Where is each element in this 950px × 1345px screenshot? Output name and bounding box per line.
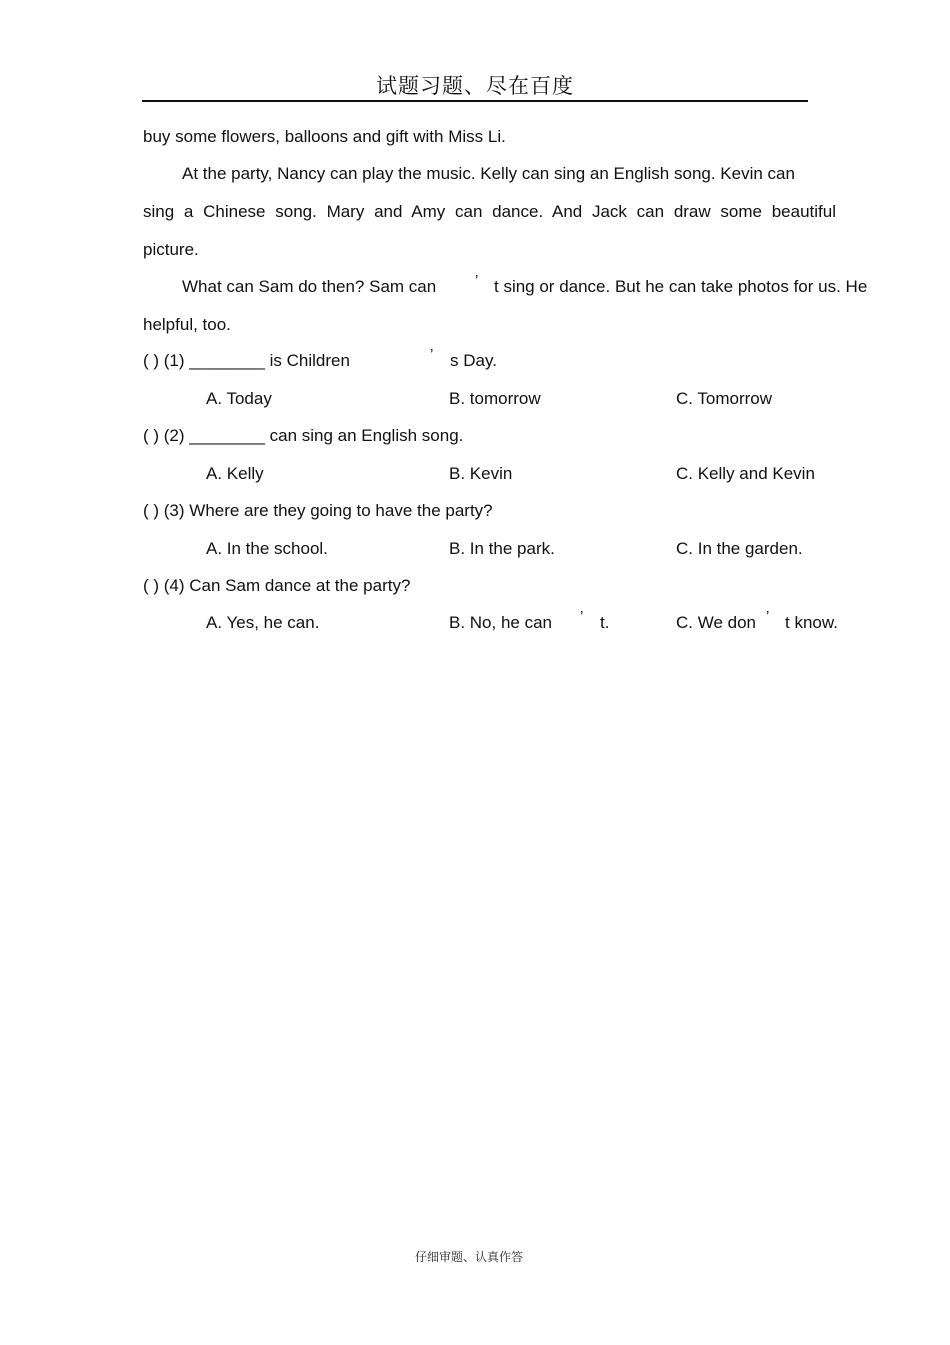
question-4-option-b: B. No, he can <box>449 613 553 632</box>
question-2-option-a: A. Kelly <box>206 464 264 483</box>
apostrophe-mark: ’ <box>766 608 770 625</box>
question-1-option-c: C. Tomorrow <box>676 389 773 408</box>
question-2-option-b: B. Kevin <box>449 464 513 483</box>
passage-line-5b: t sing or dance. But he can take photos for us. He <box>494 277 868 296</box>
question-1-stem: ( ) (1) ________ is Children <box>143 351 350 370</box>
passage-line-2: At the party, Nancy can play the music. Kelly can sing an English song. Kevin can <box>182 164 795 183</box>
question-1-option-a: A. Today <box>206 389 272 408</box>
apostrophe-mark: ’ <box>430 346 434 363</box>
question-3-option-a: A. In the school. <box>206 539 328 558</box>
passage-line-1: buy some flowers, balloons and gift with Miss Li. <box>143 127 506 146</box>
question-4-option-c-tail: t know. <box>785 613 838 632</box>
apostrophe-mark: ’ <box>580 608 584 625</box>
question-2-stem: ( ) (2) ________ can sing an English song. <box>143 426 464 445</box>
question-1-option-b: B. tomorrow <box>449 389 541 408</box>
passage-line-6: helpful, too. <box>143 315 231 334</box>
question-2-option-c: C. Kelly and Kevin <box>676 464 815 483</box>
page-footer: 仔细审题、认真作答 <box>414 1250 523 1264</box>
passage-line-3: sing a Chinese song. Mary and Amy can dance. And Jack can draw some beautiful <box>143 202 836 221</box>
question-4-option-a: A. Yes, he can. <box>206 613 320 632</box>
apostrophe-mark: ’ <box>475 272 479 289</box>
question-3-option-b: B. In the park. <box>449 539 555 558</box>
header-divider <box>142 100 808 102</box>
question-4-option-b-tail: t. <box>600 613 610 632</box>
question-3-stem: ( ) (3) Where are they going to have the party? <box>143 501 493 520</box>
question-4-option-c: C. We don <box>676 613 757 632</box>
question-3-option-c: C. In the garden. <box>676 539 803 558</box>
question-1-stem-tail: s Day. <box>450 351 497 370</box>
passage-line-5a: What can Sam do then? Sam can <box>182 277 437 296</box>
page-header-title: 试题习题、尽在百度 <box>376 74 574 98</box>
question-4-stem: ( ) (4) Can Sam dance at the party? <box>143 576 411 595</box>
passage-line-4: picture. <box>143 240 199 259</box>
